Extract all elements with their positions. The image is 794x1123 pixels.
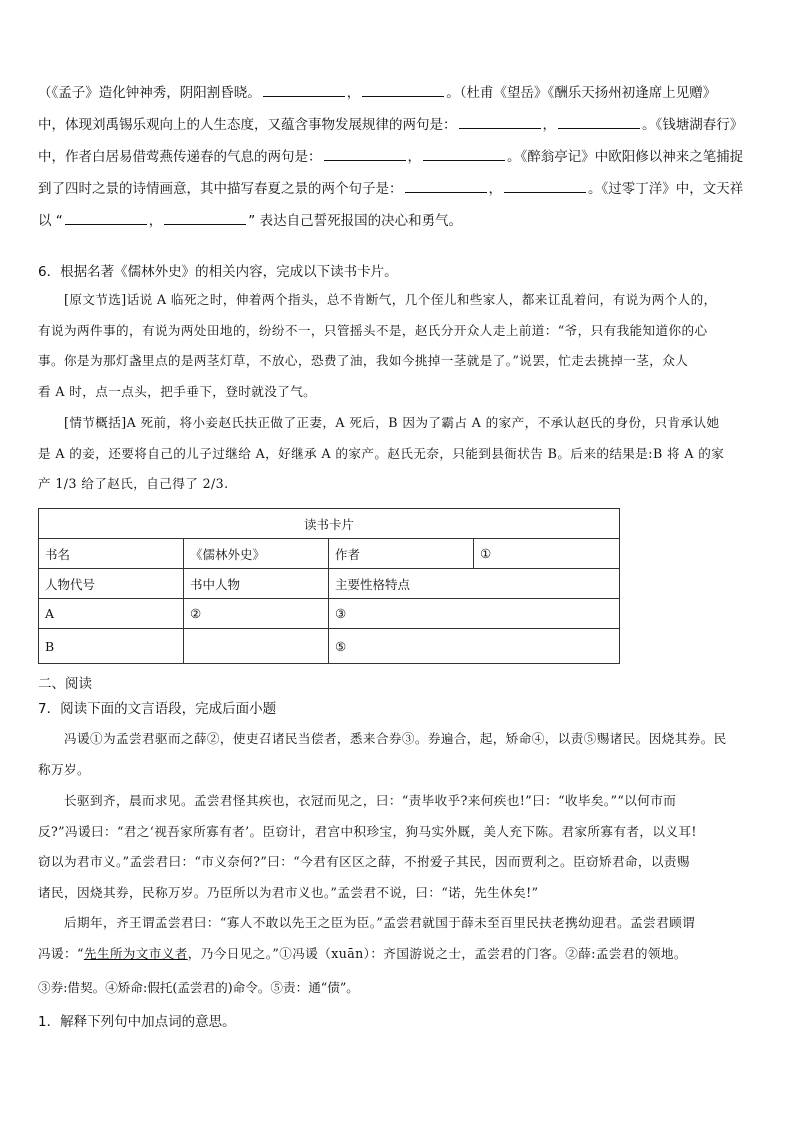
author-answer-cell[interactable]: ① bbox=[474, 539, 620, 569]
poetry-text: 。《钱塘湖春行》 bbox=[642, 117, 744, 133]
section-heading: 二、阅读 bbox=[38, 676, 92, 692]
sub-question-1: 1．解释下列句中加点词的意思。 bbox=[38, 1014, 236, 1030]
poetry-line bbox=[38, 205, 762, 237]
text-fragment: ，乃今日见之。”①冯谖（xuān）：齐国游说之士，孟尝君的门客。②薛:孟尝君的领地。 bbox=[187, 945, 687, 961]
poetry-text: ， bbox=[148, 213, 163, 229]
poetry-text: 到了四时之景的诗情画意，其中描写春夏之景的两个句子是： bbox=[38, 181, 403, 197]
excerpt-line: 事。你是为那灯盏里点的是两茎灯草，不放心，恐费了油，我如今挑掉一茎就是了。”说罢，忙走去挑掉一茎，众人 bbox=[38, 353, 689, 368]
text-line: 长驱到齐，晨而求见。孟尝君怪其疾也，衣冠而见之，曰：“责毕收乎?来何疾也!”曰：“收毕矣。”“以何市而 bbox=[64, 793, 677, 808]
poetry-text: ， bbox=[346, 85, 361, 101]
summary-line: [情节概括]A 死前，将小妾赵氏扶正做了正妻，A 死后，B 因为了霸占 A 的家产，不承认赵氏的身份，只肯承认她 bbox=[64, 415, 720, 430]
person-answer-cell[interactable]: ② bbox=[184, 599, 329, 629]
poetry-text: 。《醉翁亭记》中欧阳修以神来之笔捕捉 bbox=[507, 149, 744, 165]
footnotes: ③券:借契。④矫命:假托(孟尝君的)命令。⑤责：通“债”。 bbox=[38, 980, 359, 995]
card-row bbox=[39, 629, 620, 664]
poetry-line bbox=[38, 173, 762, 205]
text-line bbox=[38, 939, 762, 970]
poetry-text: （《孟子》造化钟神秀，阴阳割昏晓。 bbox=[38, 85, 261, 101]
classical-text-p1 bbox=[38, 724, 762, 785]
poetry-fill-in bbox=[38, 77, 762, 237]
poetry-text: 以 “ bbox=[38, 213, 63, 229]
answer-blank[interactable] bbox=[164, 210, 246, 225]
col-header-person: 书中人物 bbox=[184, 569, 329, 599]
answer-blank[interactable] bbox=[65, 210, 147, 225]
answer-blank[interactable] bbox=[263, 82, 345, 97]
classical-text-p3 bbox=[38, 908, 762, 969]
poetry-line bbox=[38, 109, 762, 141]
question-6-title: 6．根据名著《儒林外史》的相关内容，完成以下读书卡片。 bbox=[38, 264, 398, 280]
reading-card-table bbox=[38, 508, 620, 664]
card-title: 读书卡片 bbox=[39, 509, 620, 539]
excerpt-line: [原文节选]话说 A 临死之时，伸着两个指头，总不肯断气，几个侄儿和些家人，都来讧乱着问，有说为两个人的， bbox=[64, 292, 717, 307]
poetry-line bbox=[38, 77, 762, 109]
trait-answer-cell[interactable]: ③ bbox=[329, 599, 620, 629]
excerpt-line: 有说为两件事的，有说为两处田地的，纷纷不一，只管摇头不是，赵氏分开众人走上前道：“爷，只有我能知道你的心 bbox=[38, 322, 708, 338]
text-line: 后期年，齐王谓孟尝君曰：“寡人不敢以先王之臣为臣。”孟尝君就国于薛未至百里民扶老携幼迎君。孟尝君顾谓 bbox=[64, 915, 696, 930]
text-line: 诸民，因烧其券，民称万岁。乃臣所以为君市义也。”孟尝君不说，曰：“诺，先生休矣!” bbox=[38, 884, 539, 900]
poetry-text: ， bbox=[542, 117, 556, 133]
text-line: 反?”冯谖曰：“君之‘视吾家所寡有者’。臣窃计，君宫中积珍宝，狗马实外厩，美人充下陈。君家所寡有者，以义耳! bbox=[38, 823, 697, 839]
poetry-line bbox=[38, 141, 762, 173]
answer-blank[interactable] bbox=[504, 178, 586, 193]
answer-blank[interactable] bbox=[459, 114, 541, 129]
q6-original-excerpt bbox=[38, 285, 762, 407]
answer-blank[interactable] bbox=[324, 146, 406, 161]
col-header-trait: 主要性格特点 bbox=[329, 569, 620, 599]
underlined-phrase: 先生所为文市义者 bbox=[83, 945, 188, 961]
answer-blank[interactable] bbox=[558, 114, 640, 129]
poetry-text: 中，体现刘禹锡乐观向上的人生态度，又蕴含事物发展规律的两句是： bbox=[38, 117, 457, 133]
summary-line: 是 A 的妾，还要将自己的儿子过继给 A，好继承 A 的家产。赵氏无奈，只能到县衙状告 B。后来的结果是:B 将 A 的家 bbox=[38, 445, 725, 461]
col-header-code: 人物代号 bbox=[39, 569, 184, 599]
trait-answer-cell[interactable]: ⑤ bbox=[329, 629, 620, 664]
text-line: 称万岁。 bbox=[38, 761, 90, 777]
classical-text-p2 bbox=[38, 786, 762, 908]
poetry-text: ， bbox=[407, 149, 421, 165]
question-7-title: 7．阅读下面的文言语段，完成后面小题 bbox=[38, 701, 277, 717]
answer-blank[interactable] bbox=[423, 146, 505, 161]
q6-plot-summary bbox=[38, 408, 762, 500]
row-code: B bbox=[39, 629, 184, 664]
author-label: 作者 bbox=[329, 539, 474, 569]
summary-line: 产 1/3 给了赵氏，自己得了 2/3. bbox=[38, 476, 229, 491]
excerpt-line: 看 A 时，点一点头，把手垂下，登时就没了气。 bbox=[38, 383, 317, 399]
poetry-text: 。（杜甫《望岳》《酬乐天扬州初逢席上见赠》 bbox=[446, 85, 717, 101]
row-code: A bbox=[39, 599, 184, 629]
poetry-text: 。《过零丁洋》中，文天祥 bbox=[588, 181, 744, 197]
poetry-text: ” 表达自己誓死报国的决心和勇气。 bbox=[248, 213, 463, 229]
answer-blank[interactable] bbox=[362, 82, 444, 97]
text-fragment: 冯谖：“ bbox=[38, 945, 84, 961]
text-line: 冯谖①为孟尝君驱而之薛②，使吏召诸民当偿者，悉来合券③。券遍合，起，矫命④，以责⑤赐诸民。因烧其券。民 bbox=[64, 731, 727, 746]
poetry-text: 中，作者白居易借莺燕传递春的气息的两句是： bbox=[38, 149, 322, 165]
poetry-text: ， bbox=[488, 181, 502, 197]
person-answer-cell[interactable] bbox=[184, 629, 329, 664]
card-row bbox=[39, 599, 620, 629]
book-label: 书名 bbox=[39, 539, 184, 569]
text-line: 窃以为君市义。”孟尝君曰：“市义奈何?”曰：“今君有区区之薛，不拊爱子其民，因而贾利之。臣窃矫君命，以责赐 bbox=[38, 854, 690, 869]
book-value: 《儒林外史》 bbox=[184, 539, 329, 569]
answer-blank[interactable] bbox=[405, 178, 487, 193]
